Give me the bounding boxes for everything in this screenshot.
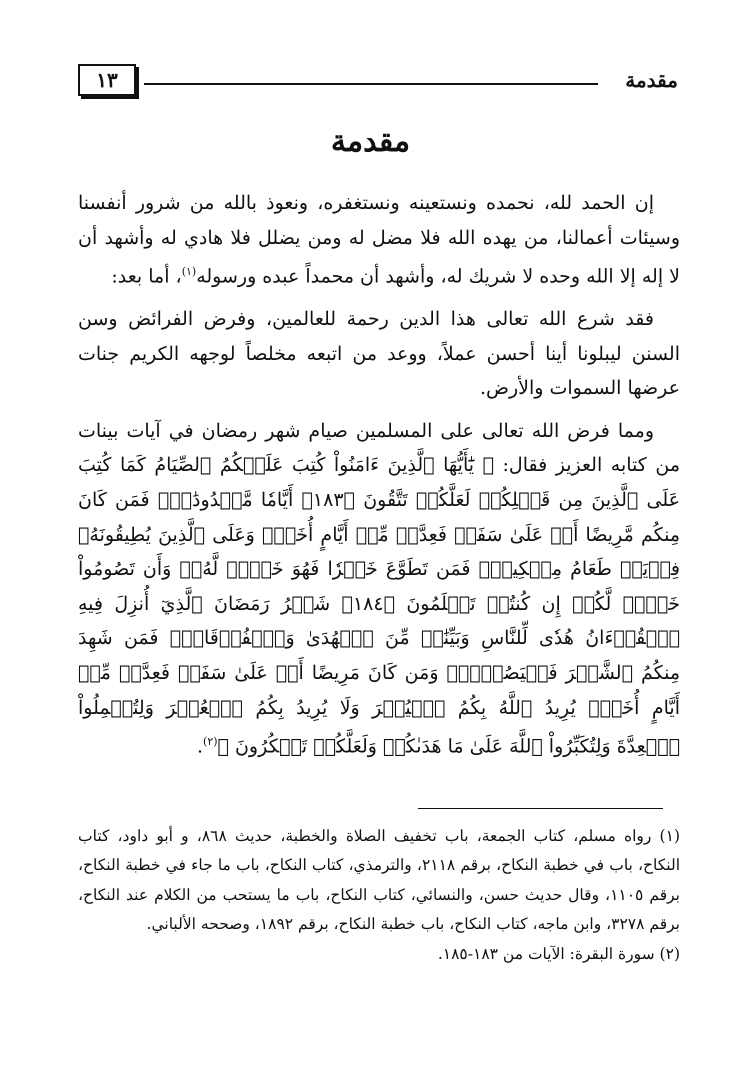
footnote-ref-1[interactable]: (١) [181,265,197,279]
footnote-separator [418,808,663,809]
footnotes [78,822,680,969]
body-text [78,186,680,764]
section-title: مقدمة [330,124,411,159]
paragraph-fasting [78,414,680,764]
paragraph-fasting-end: . [196,735,204,758]
paragraph-opening-end: ، أما بعد: [111,265,182,288]
footnote-2: (٢) سورة البقرة: الآيات من ١٨٣-١٨٥. [437,944,680,963]
header-title: مقدمة [625,68,678,92]
quran-verse: ﴿ يَٰٓأَيُّهَا ٱلَّذِينَ ءَامَنُواْ كُتِبَ عَلَيۡكُمُ ٱلصِّيَامُ كَمَا كُتِبَ عَلَى ٱلَّذِينَ مِن قَبۡلِكُمۡ لَعَلَّكُمۡ تَتَّقُونَ ﴿١٨٣﴾ أَيَّامٗا مَّعۡدُودَٰتٖۚ فَمَن كَانَ مِنكُم مَّرِيضًا أَوۡ عَلَىٰ سَفَرٖ فَعِدَّةٞ مِّنۡ أَيَّامٍ أُخَرَۚ وَعَلَى ٱلَّذِينَ يُطِيقُونَهُۥ فِدۡيَةٞ طَعَامُ مِسۡكِينٖۖ فَمَن تَطَوَّعَ خَيۡرٗا فَهُوَ خَيۡرٞ لَّهُۥۚ وَأَن تَصُومُواْ خَيۡرٞ لَّكُمۡ إِن كُنتُمۡ تَعۡلَمُونَ ﴿١٨٤﴾ شَهۡرُ رَمَضَانَ ٱلَّذِيٓ أُنزِلَ فِيهِ ٱلۡقُرۡءَانُ هُدٗى لِّلنَّاسِ وَبَيِّنَٰتٖ مِّنَ ٱلۡهُدَىٰ وَٱلۡفُرۡقَانِۚ فَمَن شَهِدَ مِنكُمُ ٱلشَّهۡرَ فَلۡيَصُمۡهُۖ وَمَن كَانَ مَرِيضًا أَوۡ عَلَىٰ سَفَرٖ فَعِدَّةٞ مِّنۡ أَيَّامٍ أُخَرَۗ يُرِيدُ ٱللَّهُ بِكُمُ ٱلۡيُسۡرَ وَلَا يُرِيدُ بِكُمُ ٱلۡعُسۡرَ وَلِتُكۡمِلُواْ ٱلۡعِدَّةَ وَلِتُكَبِّرُواْ ٱللَّهَ عَلَىٰ مَا هَدَىٰكُمۡ وَلَعَلَّكُمۡ تَشۡكُرُونَ ﴾ [78,454,680,758]
footnote-ref-2[interactable]: (٢) [203,735,218,749]
paragraph-religion: فقد شرع الله تعالى هذا الدين رحمة للعالمين، وفرض الفرائض وسن السنن ليبلونا أينا أحسن عملاً، ووعد من اتبعه مخلصاً لوجهه الكريم جنات عرضها السموات والأرض. [78,308,680,400]
running-header [78,64,678,98]
page-number-box: ١٣ [78,64,136,96]
header-rule [144,83,598,85]
paragraph-opening-text: إن الحمد لله، نحمده ونستعينه ونستغفره، ونعوذ بالله من شرور أنفسنا وسيئات أعمالنا، من يهده الله فلا مضل له ومن يضلل فلا هادي له وأشهد أن لا إله إلا الله وحده لا شريك له، وأشهد أن محمداً عبده ورسوله [78,192,680,288]
footnote-1: (١) رواه مسلم، كتاب الجمعة، باب تخفيف الصلاة والخطبة، حديث ٨٦٨، و أبو داود، كتاب النكاح، باب في خطبة النكاح، برقم ٢١١٨، والترمذي، كتاب النكاح، باب ما جاء في خطبة النكاح، برقم ١١٠٥، وقال حديث حسن، والنسائي، كتاب النكاح، باب ما يستحب من الكلام عند النكاح، برقم ٣٢٧٨، وابن ماجه، كتاب النكاح، باب خطبة النكاح، برقم ١٨٩٢، وصححه الألباني. [78,827,681,934]
paragraph-opening [78,186,680,294]
paragraph-fasting-text: ومما فرض الله تعالى على المسلمين صيام شهر رمضان في آيات بينات من كتابه العزيز فقال: [78,419,680,477]
